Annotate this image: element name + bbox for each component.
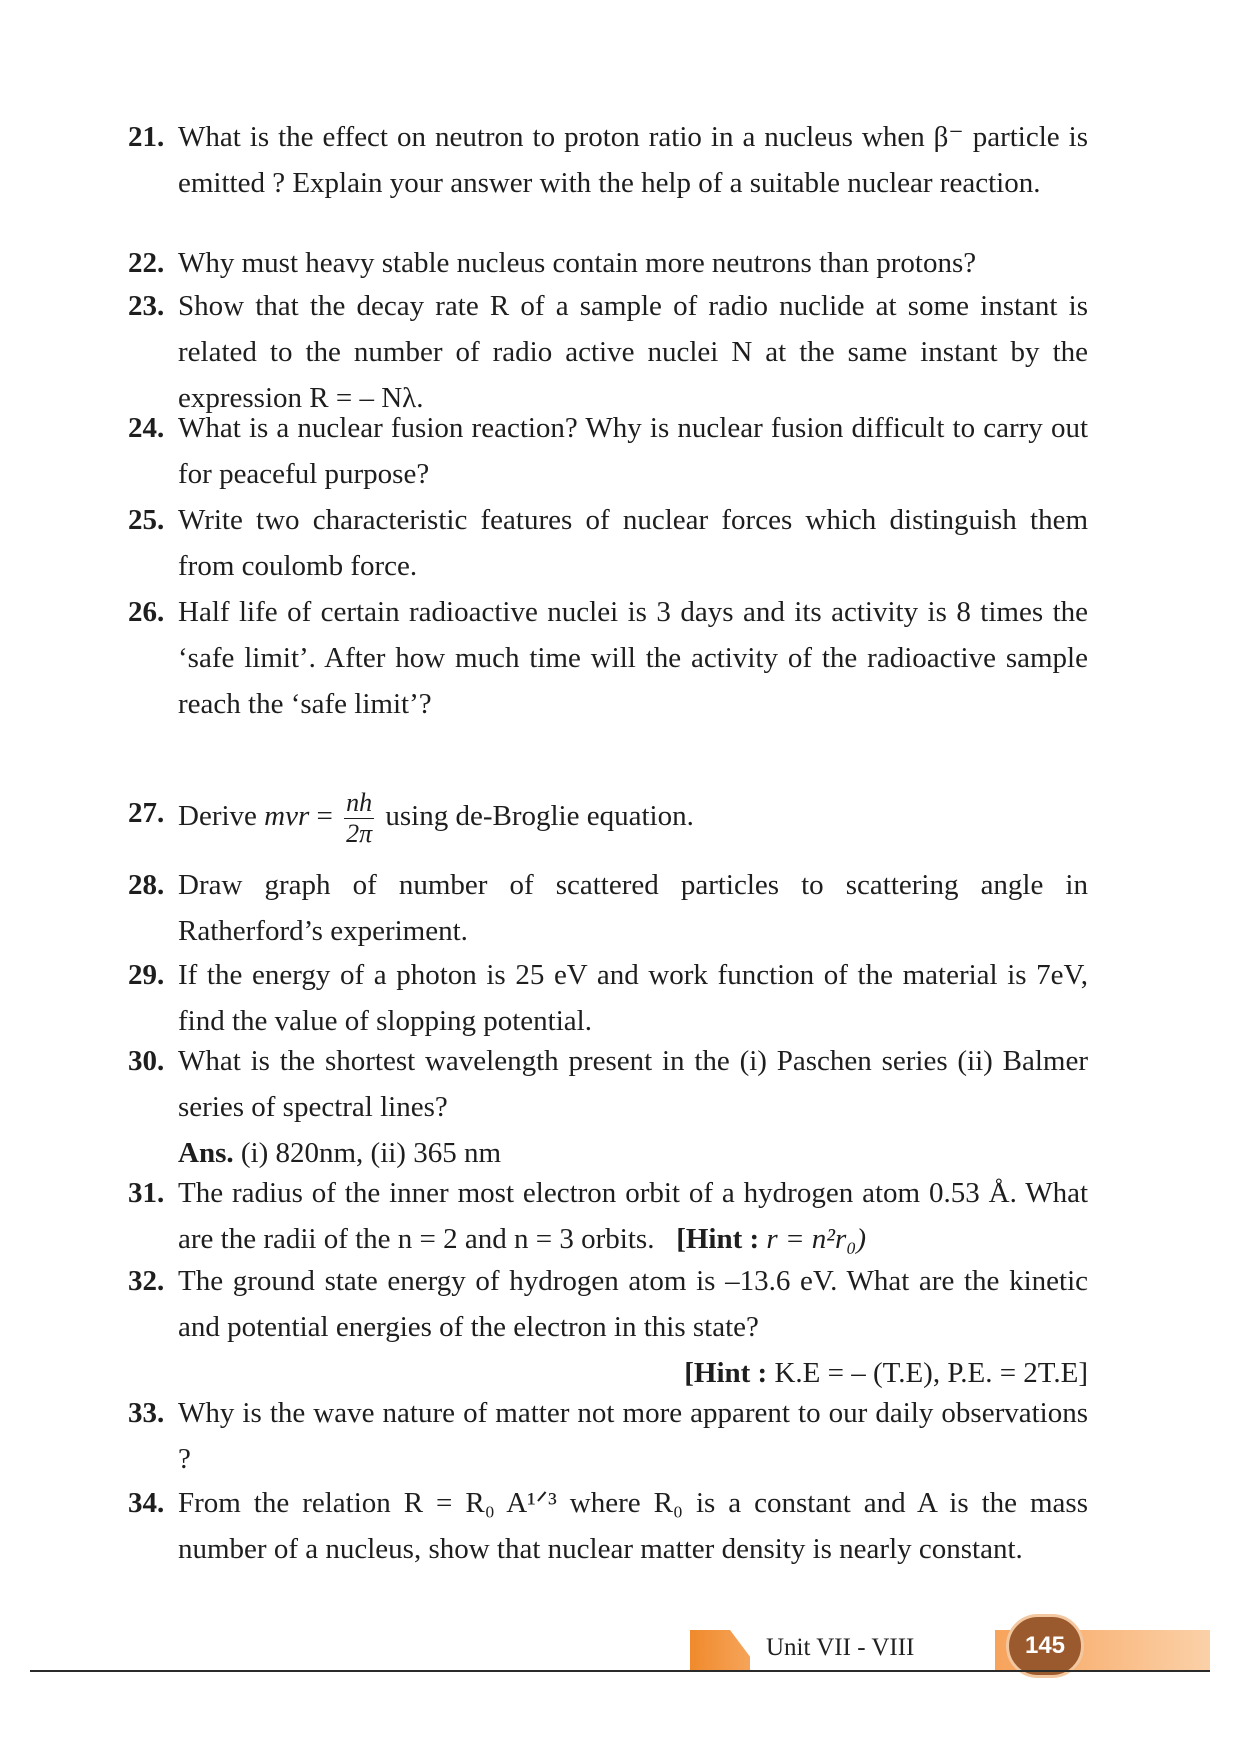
question-body	[178, 1258, 1088, 1396]
question-32	[128, 1258, 1088, 1396]
question-text	[178, 790, 1088, 847]
question-number: 22.	[128, 247, 165, 279]
question-number: 34.	[128, 1487, 165, 1519]
question-text: What is a nuclear fusion reaction? Why is nuclear fusion difficult to carry out for peaceful purpose?	[178, 412, 1088, 490]
question-text: The ground state energy of hydrogen atom is –13.6 eV. What are the kinetic and potential energies of the electron in this state?	[178, 1265, 1088, 1343]
question-text: What is the effect on neutron to proton ratio in a nucleus when β⁻ particle is emitted ? Explain your answer with the help of a suitable nuclear reaction.	[178, 121, 1088, 199]
question-text: Why must heavy stable nucleus contain more neutrons than protons?	[178, 247, 977, 279]
answer-text: (i) 820nm, (ii) 365 nm	[240, 1137, 502, 1169]
question-number: 28.	[128, 869, 165, 901]
question-number: 21.	[128, 121, 165, 153]
equation-equals: =	[316, 800, 333, 833]
question-number: 24.	[128, 412, 165, 444]
fraction-numerator: nh	[346, 788, 373, 817]
question-text: If the energy of a photon is 25 eV and work function of the material is 7eV, find the value of slopping potential.	[178, 959, 1088, 1037]
question-number: 32.	[128, 1265, 165, 1297]
question-33	[128, 1390, 1088, 1482]
hint-text: r = n²r₀)	[766, 1223, 866, 1255]
question-tail: using de-Broglie equation.	[385, 800, 694, 833]
question-text: From the relation R = R₀ A¹ᐟ³ where R₀ is a constant and A is the mass number of a nucleus, show that nuclear matter density is nearly constant.	[178, 1487, 1088, 1565]
question-number: 27.	[128, 797, 165, 829]
question-number: 23.	[128, 290, 165, 322]
question-28	[128, 862, 1088, 954]
question-text: The radius of the inner most electron orbit of a hydrogen atom 0.53 Å. What are the radii of the n = 2 and n = 3 orbits.	[178, 1177, 1088, 1255]
question-number: 25.	[128, 504, 165, 536]
question-31	[128, 1170, 1088, 1262]
question-27	[128, 790, 1088, 847]
question-text: Why is the wave nature of matter not more apparent to our daily observations ?	[178, 1397, 1088, 1475]
question-number: 29.	[128, 959, 165, 991]
question-34	[128, 1480, 1088, 1572]
question-number: 33.	[128, 1397, 165, 1429]
question-22	[128, 240, 1088, 286]
question-text: Half life of certain radioactive nuclei is 3 days and its activity is 8 times the ‘safe limit’. After how much time will the activity of the radioactive sample reach the ‘safe limit’?	[178, 596, 1088, 720]
question-number: 31.	[128, 1177, 165, 1209]
question-26	[128, 589, 1088, 727]
question-text: Write two characteristic features of nuclear forces which distinguish them from coulomb force.	[178, 504, 1088, 582]
question-body	[178, 1170, 1088, 1262]
question-21	[128, 114, 1088, 206]
footer-rule	[30, 1670, 1210, 1672]
question-30	[128, 1038, 1088, 1176]
question-text: Draw graph of number of scattered particles to scattering angle in Ratherford’s experiment.	[178, 869, 1088, 947]
question-23	[128, 283, 1088, 421]
question-body	[178, 1038, 1088, 1176]
answer-label: Ans.	[178, 1137, 234, 1169]
question-number: 26.	[128, 596, 165, 628]
unit-label: Unit VII - VIII	[766, 1634, 915, 1661]
fraction-denominator: 2π	[346, 819, 373, 848]
page-number-badge: 145	[1006, 1614, 1084, 1678]
question-24	[128, 405, 1088, 497]
question-29	[128, 952, 1088, 1044]
question-text: Show that the decay rate R of a sample of radio nuclide at some instant is related to the number of radio active nuclei N at the same instant by the expression R = – Nλ.	[178, 290, 1088, 414]
fraction	[344, 790, 374, 847]
hint-label: [Hint :	[676, 1223, 760, 1255]
equation-lhs: mvr	[264, 800, 310, 833]
question-number: 30.	[128, 1045, 165, 1077]
footer-accent-notch	[730, 1630, 760, 1670]
derive-word: Derive	[178, 800, 257, 833]
hint-label: [Hint :	[684, 1357, 768, 1389]
hint-text: K.E = – (T.E), P.E. = 2T.E]	[774, 1357, 1088, 1389]
question-text: What is the shortest wavelength present in the (i) Paschen series (ii) Balmer series of spectral lines?	[178, 1045, 1088, 1123]
question-25	[128, 497, 1088, 589]
page-footer	[690, 1630, 1210, 1670]
